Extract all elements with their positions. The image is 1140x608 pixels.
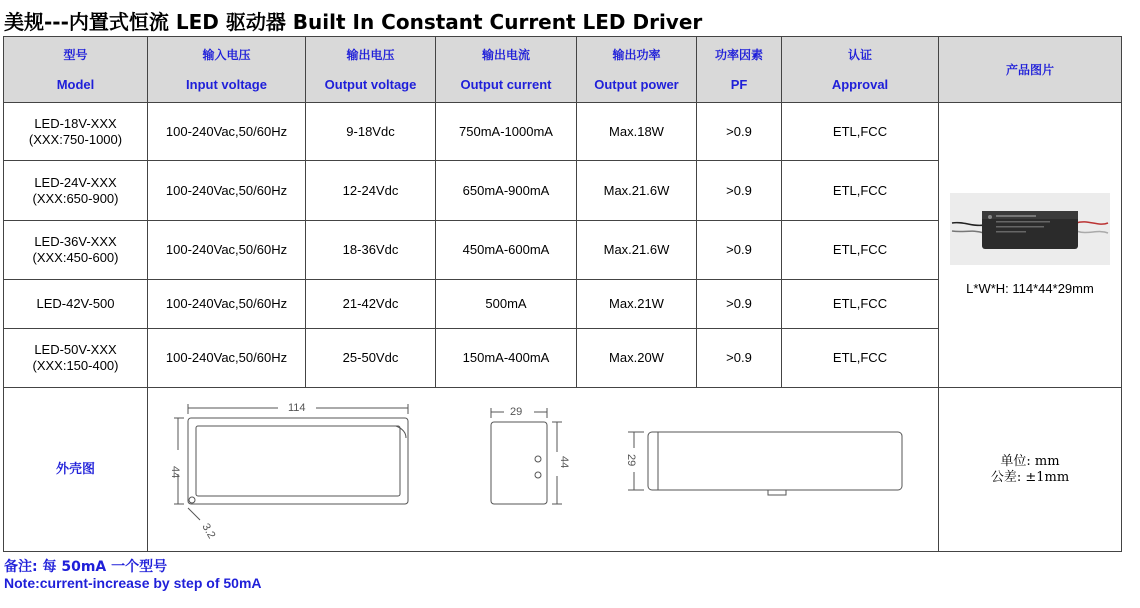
header-output-current: 输出电流 Output current — [436, 37, 577, 103]
cell-pf: >0.9 — [697, 161, 782, 221]
note-chinese: 备注: 每 50mA 一个型号 — [4, 559, 168, 575]
unit-note-cell — [939, 388, 1122, 552]
cell-output-current: 750mA-1000mA — [436, 103, 577, 161]
cell-model: LED-36V-XXX (XXX:450-600) — [4, 221, 148, 280]
header-output-voltage: 输出电压 Output voltage — [306, 37, 436, 103]
unit-line: 单位: mm — [1000, 453, 1060, 469]
header-row — [4, 37, 1122, 103]
note-english: Note:current-increase by step of 50mA — [4, 575, 262, 591]
cell-approval: ETL,FCC — [782, 161, 939, 221]
product-photo — [950, 193, 1110, 265]
cell-output-voltage: 12-24Vdc — [306, 161, 436, 221]
case-drawing-cell — [148, 388, 939, 552]
cell-pf: >0.9 — [697, 103, 782, 161]
cell-approval: ETL,FCC — [782, 280, 939, 329]
page-title: 美规---内置式恒流 LED 驱动器 Built In Constant Current LED Driver — [4, 10, 703, 34]
spec-table — [3, 36, 1122, 552]
dim-hole: 3.2 — [199, 521, 218, 541]
tolerance-line: 公差: ±1mm — [990, 469, 1070, 485]
header-approval: 认证 Approval — [782, 37, 939, 103]
cell-model: LED-42V-500 — [4, 280, 148, 329]
cell-input: 100-240Vac,50/60Hz — [148, 161, 306, 221]
cell-input: 100-240Vac,50/60Hz — [148, 221, 306, 280]
header-model: 型号 Model — [4, 37, 148, 103]
drawing-row — [4, 388, 1122, 552]
cell-model: LED-50V-XXX (XXX:150-400) — [4, 329, 148, 388]
cell-pf: >0.9 — [697, 329, 782, 388]
dim-length: 114 — [288, 401, 306, 414]
cell-pf: >0.9 — [697, 221, 782, 280]
cell-approval: ETL,FCC — [782, 103, 939, 161]
header-input-voltage: 输入电压 Input voltage — [148, 37, 306, 103]
dim-width-end: 44 — [558, 455, 570, 468]
cell-input: 100-240Vac,50/60Hz — [148, 103, 306, 161]
cell-pf: >0.9 — [697, 280, 782, 329]
cell-output-current: 500mA — [436, 280, 577, 329]
cell-model: LED-24V-XXX (XXX:650-900) — [4, 161, 148, 221]
cell-output-power: Max.21.6W — [577, 161, 697, 221]
header-picture: 产品图片 — [939, 37, 1122, 103]
cell-output-power: Max.21.6W — [577, 221, 697, 280]
product-dimensions: L*W*H: 114*44*29mm — [966, 281, 1094, 296]
dim-width: 44 — [169, 465, 181, 478]
cell-output-power: Max.18W — [577, 103, 697, 161]
drawing-label: 外壳图 — [4, 388, 148, 552]
cell-input: 100-240Vac,50/60Hz — [148, 280, 306, 329]
table-row — [4, 103, 1122, 161]
product-photo-cell — [939, 103, 1122, 388]
cell-output-voltage: 18-36Vdc — [306, 221, 436, 280]
cell-approval: ETL,FCC — [782, 221, 939, 280]
cell-output-current: 450mA-600mA — [436, 221, 577, 280]
cell-approval: ETL,FCC — [782, 329, 939, 388]
cell-output-voltage: 21-42Vdc — [306, 280, 436, 329]
case-drawing — [148, 390, 938, 550]
cell-output-voltage: 25-50Vdc — [306, 329, 436, 388]
cell-output-current: 650mA-900mA — [436, 161, 577, 221]
cell-model: LED-18V-XXX (XXX:750-1000) — [4, 103, 148, 161]
dim-depth: 29 — [510, 405, 523, 418]
cell-output-power: Max.20W — [577, 329, 697, 388]
dim-depth-side: 29 — [625, 453, 637, 466]
cell-input: 100-240Vac,50/60Hz — [148, 329, 306, 388]
cell-output-voltage: 9-18Vdc — [306, 103, 436, 161]
cell-output-power: Max.21W — [577, 280, 697, 329]
cell-output-current: 150mA-400mA — [436, 329, 577, 388]
header-pf: 功率因素 PF — [697, 37, 782, 103]
header-output-power: 输出功率 Output power — [577, 37, 697, 103]
